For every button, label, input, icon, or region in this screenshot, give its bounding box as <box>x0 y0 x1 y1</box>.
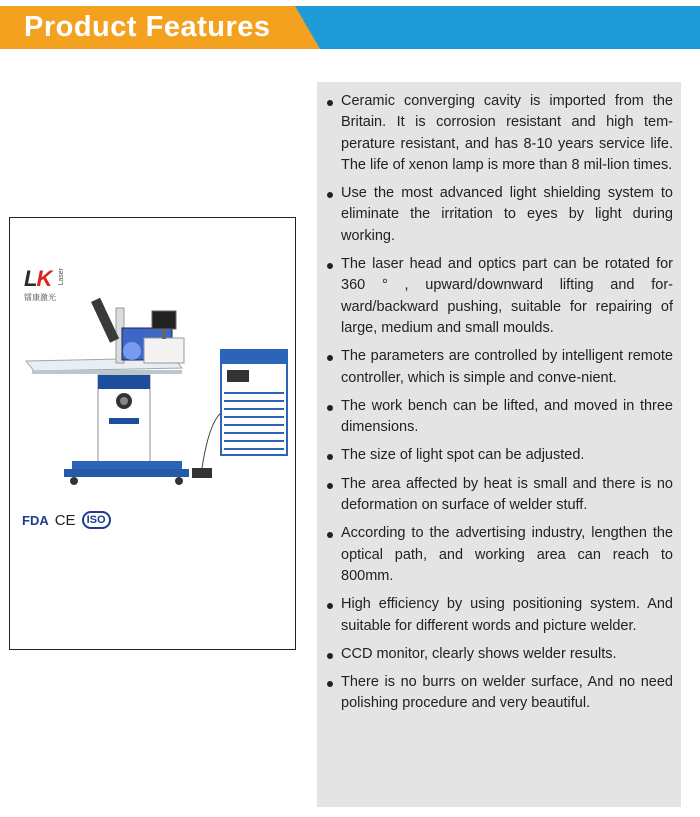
bullet-icon <box>327 681 333 687</box>
iso-mark: ISO <box>82 511 111 529</box>
logo-chinese-name: 镭康激光 <box>24 293 56 302</box>
bullet-icon <box>327 355 333 361</box>
feature-item: The size of light spot can be adjusted. <box>317 445 681 466</box>
feature-item: According to the advertising industry, lengthen the optical path, and working area can reach to 800mm. <box>317 523 681 587</box>
feature-item: CCD monitor, clearly shows welder results. <box>317 644 681 665</box>
feature-item: The work bench can be lifted, and moved in three dimensions. <box>317 396 681 439</box>
product-image-frame <box>9 217 296 650</box>
bullet-icon <box>327 454 333 460</box>
feature-item: There is no burrs on welder surface, And no need polishing procedure and very beautiful. <box>317 672 681 715</box>
bullet-icon <box>327 653 333 659</box>
bullet-icon <box>327 405 333 411</box>
ce-mark: CE <box>54 511 76 529</box>
bullet-icon <box>327 192 333 198</box>
features-list <box>317 82 681 715</box>
fda-mark: FDA <box>22 512 49 528</box>
bullet-icon <box>327 263 333 269</box>
bullet-icon <box>327 100 333 106</box>
feature-item: The area affected by heat is small and there is no deformation on surface of welder stuff. <box>317 474 681 517</box>
feature-item: The laser head and optics part can be rotated for 360 ° , upward/downward lifting and for-ward/backward pushing, suitable for repairing of large, medium and small moulds. <box>317 254 681 339</box>
page-title: Product Features <box>24 11 271 43</box>
logo-lk: LK <box>24 266 52 291</box>
bullet-icon <box>327 532 333 538</box>
logo-laser: Laser <box>58 268 65 286</box>
features-panel <box>317 82 681 807</box>
feature-item: Ceramic converging cavity is imported from the Britain. It is corrosion resistant and high tem-perature resistant, and has 8-10 years service life. The life of xenon lamp is more than 8 mil-lion times. <box>317 91 681 176</box>
feature-item: Use the most advanced light shielding system to eliminate the irritation to eyes by light during working. <box>317 183 681 247</box>
certification-marks <box>22 511 111 529</box>
feature-item: The parameters are controlled by intelligent remote controller, which is simple and conve-nient. <box>317 346 681 389</box>
bullet-icon <box>327 483 333 489</box>
header-banner <box>0 6 700 49</box>
bullet-icon <box>327 603 333 609</box>
laser-welding-machine-image <box>24 273 289 488</box>
feature-item: High efficiency by using positioning system. And suitable for different words and picture welder. <box>317 594 681 637</box>
